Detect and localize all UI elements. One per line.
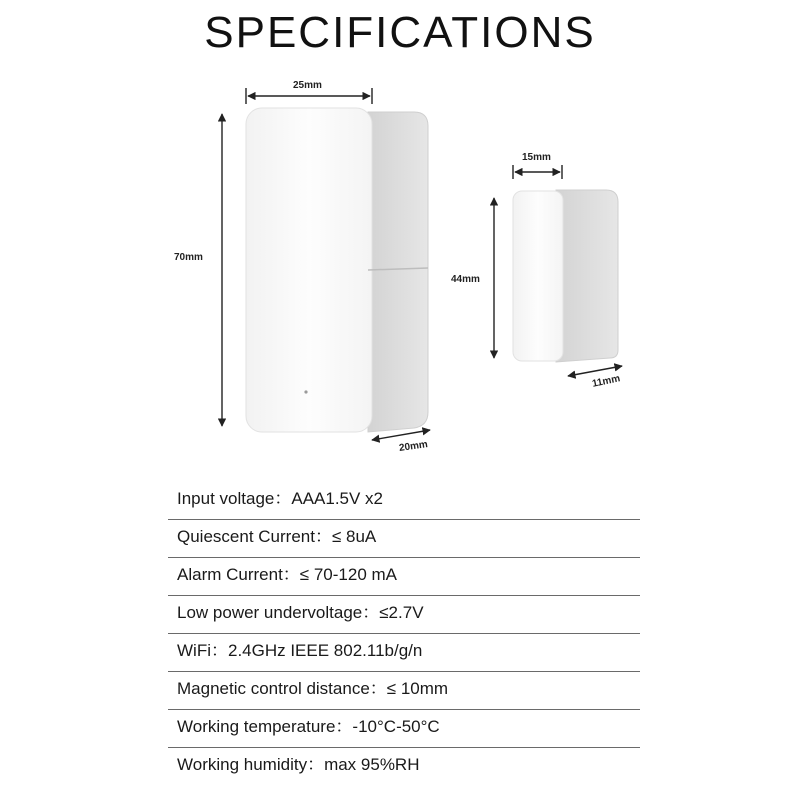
dim-small-width: 15mm [522,152,551,163]
spec-wifi: WiFi：2.4GHz IEEE 802.11b/g/n [168,634,640,672]
spec-low-power-undervoltage: Low power undervoltage：≤2.7V [168,596,640,634]
dim-small-height: 44mm [451,274,480,285]
spec-quiescent-current: Quiescent Current：≤ 8uA [168,520,640,558]
small-magnet [513,190,618,362]
page-title: SPECIFICATIONS [204,8,596,57]
spec-alarm-current: Alarm Current：≤ 70-120 mA [168,558,640,596]
spec-list [168,482,640,786]
dim-large-height: 70mm [174,252,203,263]
spec-working-humidity: Working humidity：max 95%RH [177,755,420,774]
spec-working-temperature: Working temperature：-10°C-50°C [168,710,640,748]
dim-large-depth: 20mm [398,439,429,454]
dim-large-width: 25mm [293,80,322,91]
led-indicator [304,390,307,393]
dim-small-depth: 11mm [591,373,622,390]
spec-magnetic-distance: Magnetic control distance：≤ 10mm [168,672,640,710]
large-sensor [246,108,428,432]
spec-input-voltage: Input voltage：AAA1.5V x2 [168,482,640,520]
